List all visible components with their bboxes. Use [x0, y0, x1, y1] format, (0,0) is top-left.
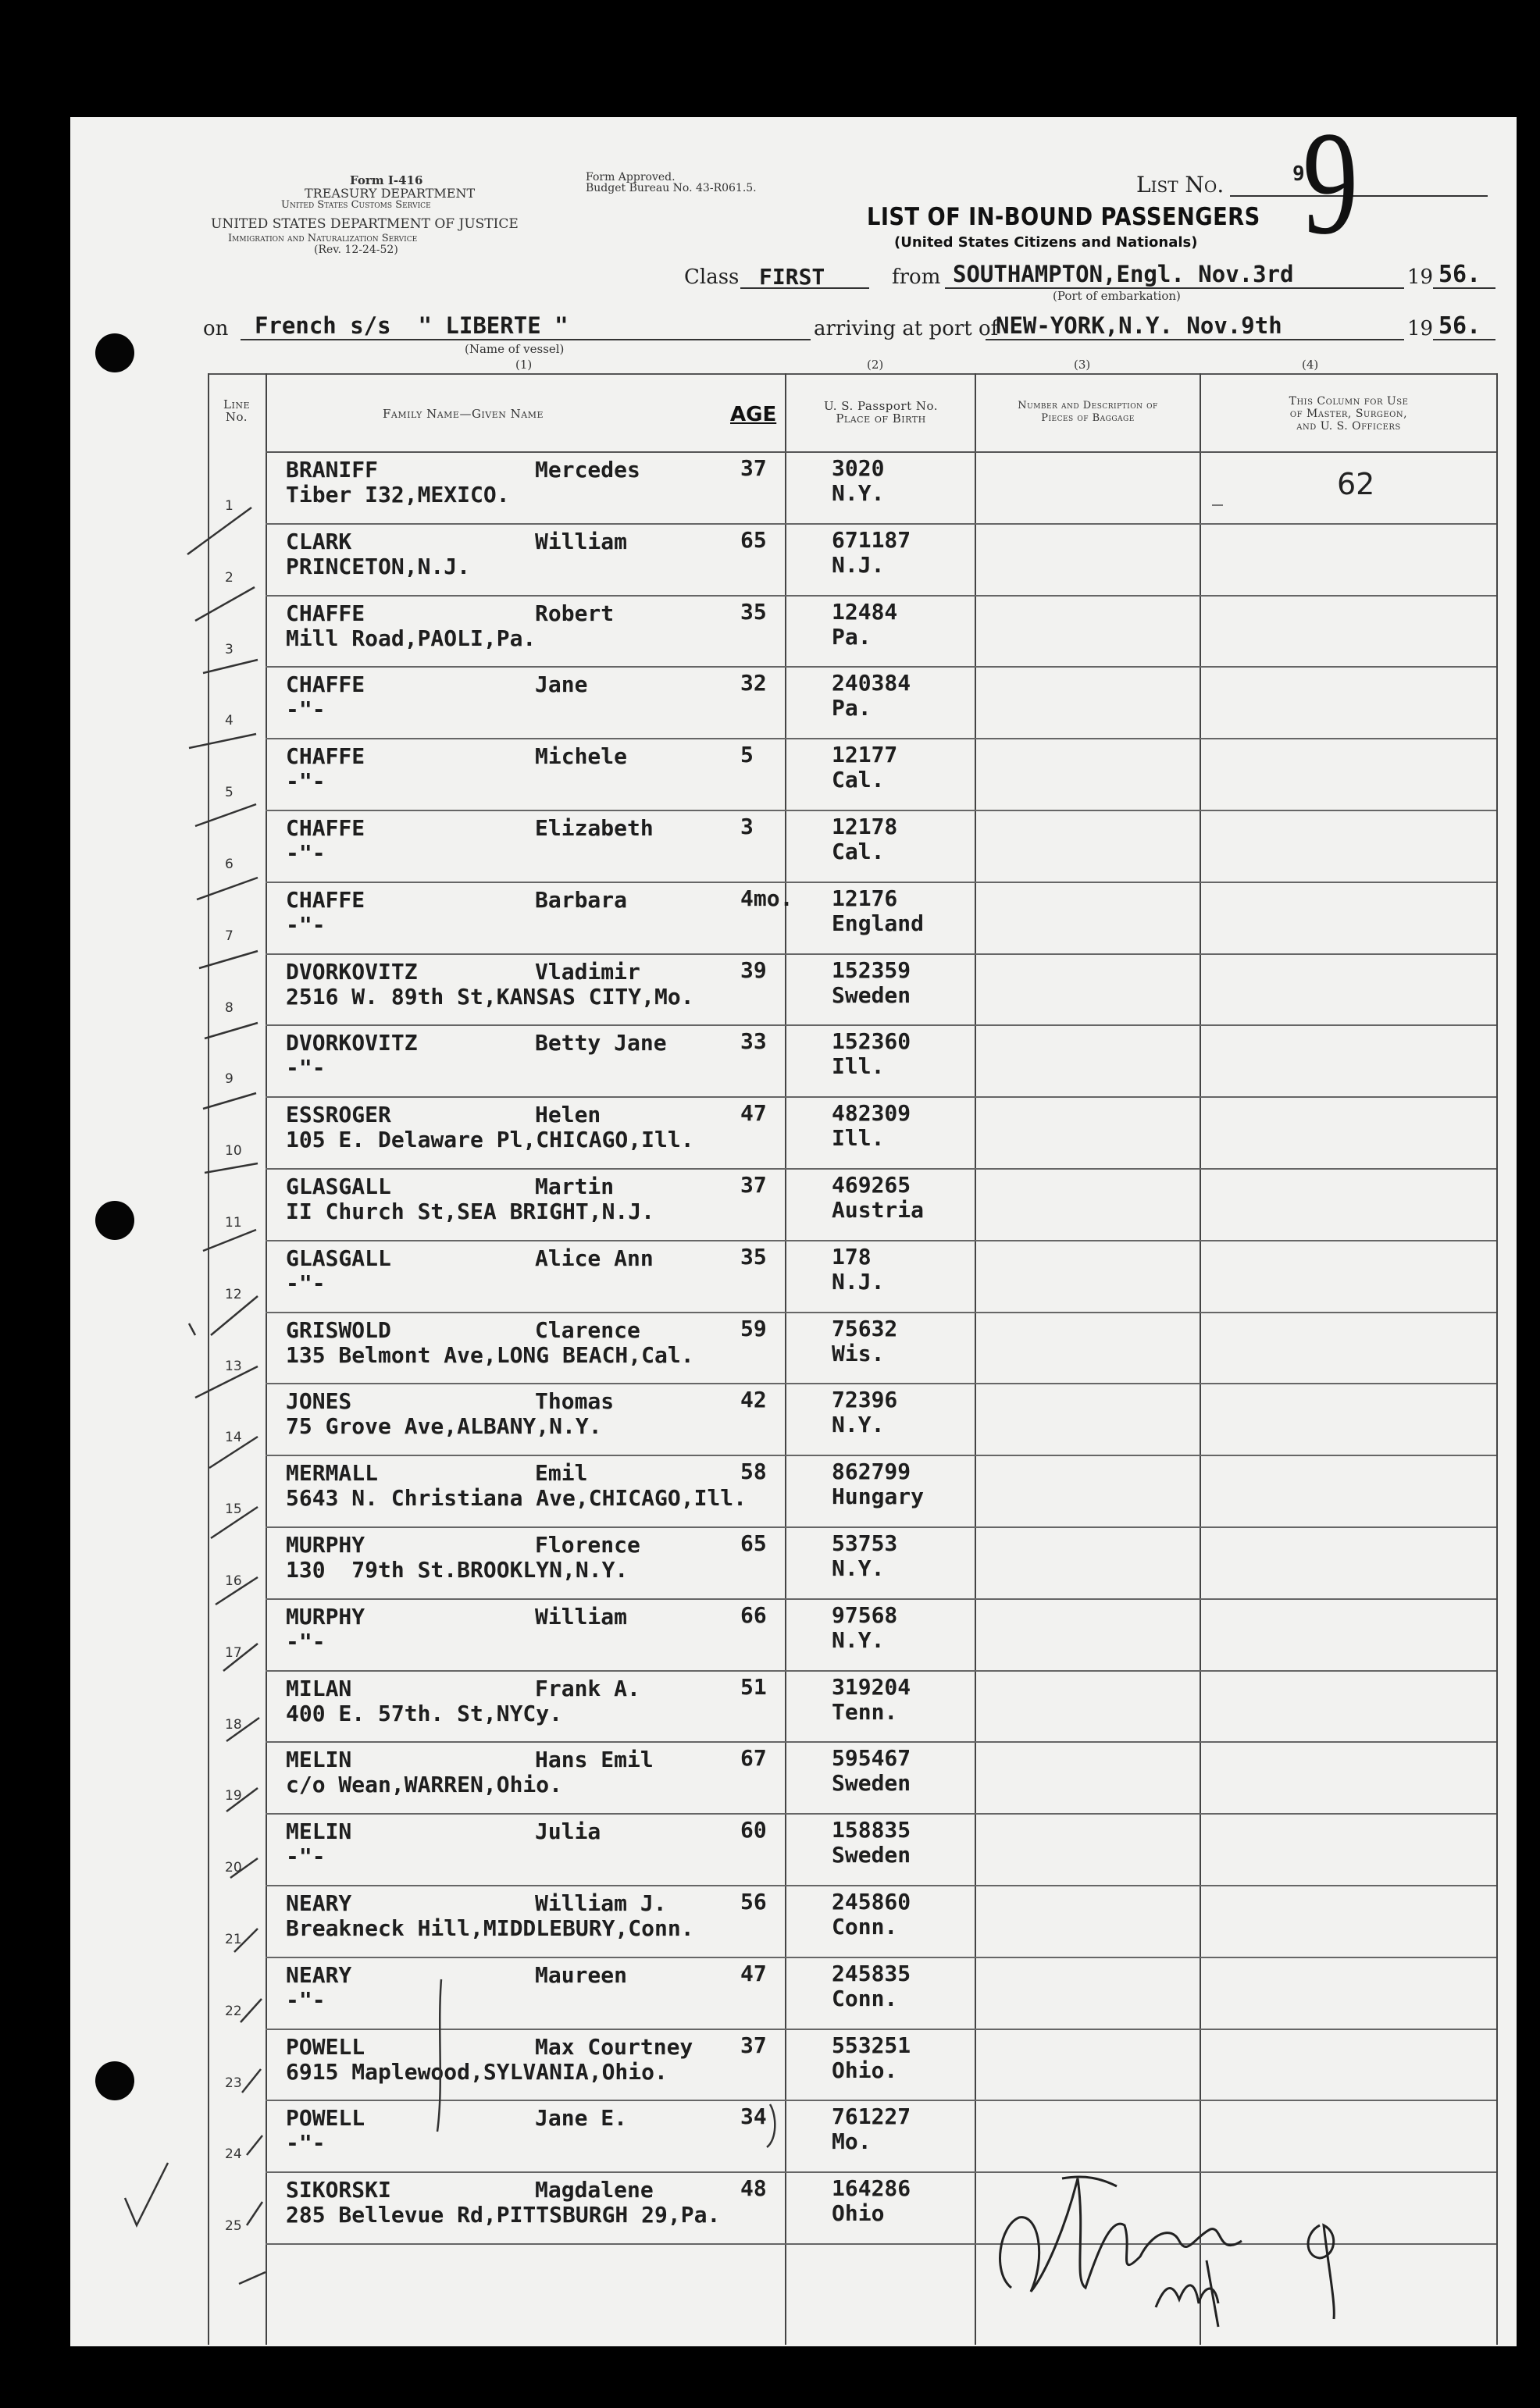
place-of-birth: N.J.	[832, 551, 885, 578]
header-baggage: Number and Description of Pieces of Baggage	[1018, 400, 1158, 424]
age: 47	[740, 1960, 767, 1986]
on-label: on	[203, 317, 229, 340]
line-number: 19	[225, 1788, 242, 1804]
row-divider	[266, 1240, 1496, 1241]
treasury-department: TREASURY DEPARTMENT	[305, 186, 476, 201]
officer-note: 62	[1337, 467, 1375, 501]
officer-signature	[1000, 2177, 1335, 2327]
given-name: Alice Ann	[535, 1245, 654, 1271]
place-of-birth: Conn.	[832, 1985, 898, 2011]
place-of-birth: Ohio	[832, 2200, 885, 2227]
address: -"-	[286, 696, 326, 723]
line-number: 2	[225, 569, 233, 586]
arrival-underline	[986, 339, 1404, 340]
budget-bureau: Budget Bureau No. 43-R061.5.	[586, 182, 757, 194]
given-name: Elizabeth	[535, 815, 654, 841]
place-of-birth: Mo.	[832, 2128, 872, 2155]
passport-number: 3020	[832, 455, 885, 481]
passport-number: 245860	[832, 1889, 911, 1915]
table-top-border	[208, 373, 1498, 375]
passport-number: 152360	[832, 1028, 911, 1055]
address: -"-	[286, 1270, 326, 1296]
document-page	[70, 102, 1517, 2346]
passport-number: 12177	[832, 742, 898, 768]
given-name: William J.	[535, 1890, 667, 1916]
given-name: Helen	[535, 1102, 601, 1128]
line-no-divider	[266, 373, 267, 2345]
given-name: Julia	[535, 1818, 601, 1845]
age: 35	[740, 1243, 767, 1270]
row-divider	[266, 1741, 1496, 1743]
line-number: 18	[225, 1716, 242, 1733]
tally-strokes	[125, 508, 775, 2284]
address: -"-	[286, 1628, 326, 1655]
place-of-birth: N.J.	[832, 1268, 885, 1295]
name-divider	[785, 373, 786, 2345]
family-name: CHAFFE	[286, 743, 365, 770]
address: 285 Bellevue Rd,PITTSBURGH 29,Pa.	[286, 2202, 721, 2228]
family-name: SIKORSKI	[286, 2177, 391, 2203]
age: 37	[740, 1172, 767, 1198]
row-divider	[266, 595, 1496, 597]
age: 60	[740, 1817, 767, 1843]
address: -"-	[286, 1055, 326, 1081]
punch-hole-top	[95, 333, 134, 372]
line-number: 20	[225, 1860, 242, 1876]
address: PRINCETON,N.J.	[286, 553, 471, 579]
address: Tiber I32,MEXICO.	[286, 482, 510, 508]
given-name: Vladimir	[535, 958, 640, 985]
punch-hole-middle	[95, 1201, 134, 1240]
age: 4mo.	[740, 885, 793, 911]
family-name: ESSROGER	[286, 1102, 391, 1128]
line-number: 24	[225, 2146, 242, 2163]
row-divider	[266, 1168, 1496, 1170]
passport-number: 862799	[832, 1459, 911, 1485]
family-name: POWELL	[286, 2105, 365, 2132]
list-number-underline	[1230, 195, 1488, 197]
address: 6915 Maplewood,SYLVANIA,Ohio.	[286, 2058, 668, 2085]
line-number: 25	[225, 2218, 242, 2235]
age: 48	[740, 2175, 767, 2202]
given-name: Emil	[535, 1460, 588, 1487]
address: c/o Wean,WARREN,Ohio.	[286, 1772, 563, 1798]
age: 59	[740, 1315, 767, 1341]
port-of-embarkation: SOUTHAMPTON,Engl. Nov.3rd	[953, 261, 1294, 287]
family-name: CHAFFE	[286, 886, 365, 913]
age: 3	[740, 814, 754, 839]
from-label: from	[892, 265, 941, 289]
age: 32	[740, 670, 767, 696]
place-of-birth: Pa.	[832, 623, 872, 650]
line-number: 23	[225, 2075, 242, 2091]
given-name: Martin	[535, 1174, 615, 1199]
age: 65	[740, 526, 767, 553]
age: 56	[740, 1889, 767, 1915]
given-name: Jane E.	[535, 2105, 628, 2132]
family-name: CHAFFE	[286, 671, 365, 698]
line-number: 3	[225, 641, 233, 657]
place-of-birth: N.Y.	[832, 1626, 885, 1653]
age: 65	[740, 1530, 767, 1556]
line-number: 16	[225, 1573, 242, 1589]
family-name: NEARY	[286, 1890, 352, 1916]
port-of-embarkation-caption: (Port of embarkation)	[1053, 289, 1181, 303]
line-number: 5	[225, 785, 233, 801]
arrival-year-prefix: 19	[1407, 317, 1434, 340]
from-year: 56.	[1438, 261, 1481, 288]
place-of-birth: Tenn.	[832, 1698, 898, 1725]
given-name: Jane	[535, 671, 588, 698]
row-divider	[266, 810, 1496, 811]
place-of-birth: Ill.	[832, 1125, 885, 1152]
given-name: Frank A.	[535, 1675, 640, 1701]
row-divider	[266, 1024, 1496, 1026]
header-line-no: Line No.	[223, 397, 250, 424]
address: Breakneck Hill,MIDDLEBURY,Conn.	[286, 1915, 694, 1941]
address: -"-	[286, 911, 326, 938]
line-number: 17	[225, 1644, 242, 1661]
officer-mark	[1212, 504, 1223, 506]
age: 35	[740, 598, 767, 625]
baggage-divider	[1200, 373, 1201, 2345]
address: 2516 W. 89th St,KANSAS CITY,Mo.	[286, 983, 694, 1010]
place-of-birth: Cal.	[832, 767, 885, 793]
row-divider	[266, 1598, 1496, 1600]
age: 5	[740, 742, 754, 768]
class-underline	[740, 287, 869, 289]
column-number-3: (3)	[1074, 358, 1091, 372]
line-number: 1	[225, 498, 233, 514]
table-right-border	[1496, 373, 1498, 2345]
passport-number: 152359	[832, 956, 911, 983]
family-name: BRANIFF	[286, 457, 379, 483]
immigration-service: Immigration and Naturalization Service	[228, 233, 418, 244]
line-number: 6	[225, 857, 233, 872]
passport-number: 97568	[832, 1601, 898, 1628]
given-name: William	[535, 1603, 628, 1630]
passport-number: 671187	[832, 526, 911, 553]
age: 47	[740, 1100, 767, 1127]
given-name: Robert	[535, 600, 615, 626]
row-divider	[266, 2100, 1496, 2101]
line-number: 11	[225, 1215, 242, 1231]
place-of-birth: Austria	[832, 1197, 925, 1223]
line-number: 8	[225, 999, 233, 1016]
passport-number: 595467	[832, 1745, 911, 1772]
row-divider	[266, 1455, 1496, 1456]
family-name: GRISWOLD	[286, 1316, 391, 1343]
given-name: Mercedes	[535, 457, 640, 483]
address: 5643 N. Christiana Ave,CHICAGO,Ill.	[286, 1485, 747, 1512]
vessel-underline	[241, 339, 811, 340]
line-number: 12	[225, 1286, 242, 1302]
arriving-label: arriving at port of	[814, 317, 999, 340]
list-number-label: List No.	[1136, 172, 1225, 198]
line-number: 4	[225, 713, 233, 729]
address: -"-	[286, 768, 326, 795]
address: 75 Grove Ave,ALBANY,N.Y.	[286, 1413, 602, 1440]
given-name: Thomas	[535, 1388, 615, 1415]
class-value: FIRST	[759, 264, 825, 290]
address: II Church St,SEA BRIGHT,N.J.	[286, 1199, 655, 1224]
form-approved: Form Approved.	[586, 171, 676, 183]
address: 400 E. 57th. St,NYCy.	[286, 1700, 563, 1726]
family-name: JONES	[286, 1388, 352, 1415]
line-number: 13	[225, 1358, 242, 1374]
given-name: Michele	[535, 743, 628, 770]
justice-department: UNITED STATES DEPARTMENT OF JUSTICE	[211, 216, 519, 232]
given-name: Max Courtney	[535, 2033, 693, 2060]
list-number-small: 9	[1292, 162, 1305, 186]
row-divider	[266, 2029, 1496, 2030]
row-divider	[266, 1957, 1496, 1958]
line-number: 21	[225, 1932, 242, 1947]
place-of-birth: Sweden	[832, 1770, 911, 1797]
address: 105 E. Delaware Pl,CHICAGO,Ill.	[286, 1127, 694, 1153]
column-number-1: (1)	[515, 358, 533, 372]
age: 33	[740, 1028, 767, 1055]
header-bottom-border	[266, 451, 1496, 453]
line-number: 14	[225, 1430, 242, 1446]
place-of-birth: N.Y.	[832, 1555, 885, 1581]
place-of-birth: Cal.	[832, 839, 885, 864]
row-divider	[266, 1885, 1496, 1886]
row-divider	[266, 1670, 1496, 1672]
address: 130 79th St.BROOKLYN,N.Y.	[286, 1557, 629, 1583]
address: Mill Road,PAOLI,Pa.	[286, 625, 537, 651]
given-name: Hans Emil	[535, 1747, 654, 1773]
header-officers: This Column for Use of Master, Surgeon, and U. S. Officers	[1289, 395, 1409, 433]
passport-number: 158835	[832, 1817, 911, 1843]
address: -"-	[286, 1986, 326, 2013]
address: -"-	[286, 1843, 326, 1870]
age: 37	[740, 455, 767, 481]
header-passport: U. S. Passport No. Place of Birth	[823, 399, 939, 426]
age: 51	[740, 1673, 767, 1700]
row-divider	[266, 1526, 1496, 1528]
vessel-name: French s/s " LIBERTE "	[255, 312, 569, 339]
passport-number: 72396	[832, 1387, 898, 1413]
form-number: Form I-416	[350, 173, 423, 187]
family-name: CHAFFE	[286, 600, 365, 626]
given-name: Barbara	[535, 886, 628, 913]
line-number: 22	[225, 2003, 242, 2019]
line-number: 15	[225, 1501, 242, 1518]
row-divider	[266, 1383, 1496, 1384]
age: 58	[740, 1459, 767, 1485]
passport-number: 12178	[832, 814, 898, 839]
line-number: 9	[225, 1071, 233, 1088]
family-name: DVORKOVITZ	[286, 958, 418, 985]
passport-number: 178	[832, 1243, 872, 1270]
family-name: POWELL	[286, 2033, 365, 2060]
place-of-birth: N.Y.	[832, 1412, 885, 1438]
arrival-year-underline	[1433, 339, 1495, 340]
row-divider	[266, 2171, 1496, 2173]
family-name: MILAN	[286, 1675, 352, 1701]
row-divider	[266, 2243, 1496, 2245]
passport-divider	[975, 373, 976, 2345]
table-left-border	[208, 373, 209, 2345]
given-name: Florence	[535, 1532, 640, 1558]
age: 37	[740, 2032, 767, 2058]
column-number-4: (4)	[1302, 358, 1319, 372]
row-divider	[266, 523, 1496, 525]
family-name: GLASGALL	[286, 1245, 391, 1271]
row-divider	[266, 1096, 1496, 1098]
passport-number: 761227	[832, 2103, 911, 2130]
vessel-caption: (Name of vessel)	[465, 342, 565, 356]
list-number-value: 9	[1303, 102, 1359, 265]
passport-number: 319204	[832, 1673, 911, 1700]
given-name: William	[535, 528, 628, 554]
row-divider	[266, 1813, 1496, 1815]
age: 66	[740, 1601, 767, 1628]
passport-number: 12176	[832, 885, 898, 911]
arrival-port: NEW-YORK,N.Y. Nov.9th	[996, 312, 1282, 339]
passport-number: 240384	[832, 670, 911, 696]
document-title: LIST OF IN-BOUND PASSENGERS	[867, 203, 1260, 231]
document-subtitle: (United States Citizens and Nationals)	[894, 234, 1198, 251]
revision-date: (Rev. 12-24-52)	[314, 244, 398, 256]
given-name: Betty Jane	[535, 1030, 667, 1056]
family-name: MERMALL	[286, 1460, 379, 1487]
family-name: MURPHY	[286, 1603, 365, 1630]
customs-service: United States Customs Service	[281, 199, 431, 211]
from-year-underline	[1433, 287, 1495, 289]
passport-number: 553251	[832, 2032, 911, 2058]
family-name: NEARY	[286, 1961, 352, 1988]
family-name: MELIN	[286, 1818, 352, 1845]
passport-number: 53753	[832, 1530, 898, 1556]
place-of-birth: Ohio.	[832, 2057, 898, 2083]
place-of-birth: Wis.	[832, 1340, 885, 1366]
passport-number: 164286	[832, 2175, 911, 2202]
family-name: MELIN	[286, 1747, 352, 1773]
family-name: MURPHY	[286, 1532, 365, 1558]
place-of-birth: Sweden	[832, 981, 911, 1008]
place-of-birth: Pa.	[832, 695, 872, 721]
place-of-birth: Conn.	[832, 1914, 898, 1940]
passport-number: 12484	[832, 598, 898, 625]
punch-hole-bottom	[95, 2061, 134, 2100]
header-age: AGE	[730, 403, 777, 426]
passport-number: 469265	[832, 1172, 911, 1198]
family-name: DVORKOVITZ	[286, 1030, 418, 1056]
age: 67	[740, 1745, 767, 1772]
row-divider	[266, 738, 1496, 739]
row-divider	[266, 1312, 1496, 1313]
line-number: 7	[225, 928, 233, 944]
given-name: Magdalene	[535, 2177, 654, 2203]
given-name: Clarence	[535, 1316, 640, 1343]
given-name: Maureen	[535, 1961, 628, 1988]
family-name: GLASGALL	[286, 1174, 391, 1199]
place-of-birth: N.Y.	[832, 480, 885, 506]
place-of-birth: Ill.	[832, 1053, 885, 1080]
column-number-2: (2)	[867, 358, 884, 372]
row-divider	[266, 666, 1496, 668]
from-year-prefix: 19	[1407, 265, 1434, 289]
passport-number: 482309	[832, 1100, 911, 1127]
family-name: CHAFFE	[286, 815, 365, 841]
family-name: CLARK	[286, 528, 352, 554]
address: -"-	[286, 840, 326, 866]
arrival-year: 56.	[1438, 312, 1481, 340]
address: -"-	[286, 2130, 326, 2157]
header-family-name: Family Name—Given Name	[383, 407, 544, 421]
age: 42	[740, 1387, 767, 1413]
age: 34	[740, 2103, 767, 2130]
class-label: Class	[684, 265, 740, 289]
place-of-birth: Sweden	[832, 1842, 911, 1868]
passport-number: 245835	[832, 1960, 911, 1986]
age: 39	[740, 956, 767, 983]
line-number: 10	[225, 1143, 242, 1159]
passport-number: 75632	[832, 1315, 898, 1341]
address: 135 Belmont Ave,LONG BEACH,Cal.	[286, 1341, 694, 1368]
place-of-birth: England	[832, 910, 925, 936]
row-divider	[266, 953, 1496, 955]
row-divider	[266, 882, 1496, 883]
place-of-birth: Hungary	[832, 1484, 925, 1510]
